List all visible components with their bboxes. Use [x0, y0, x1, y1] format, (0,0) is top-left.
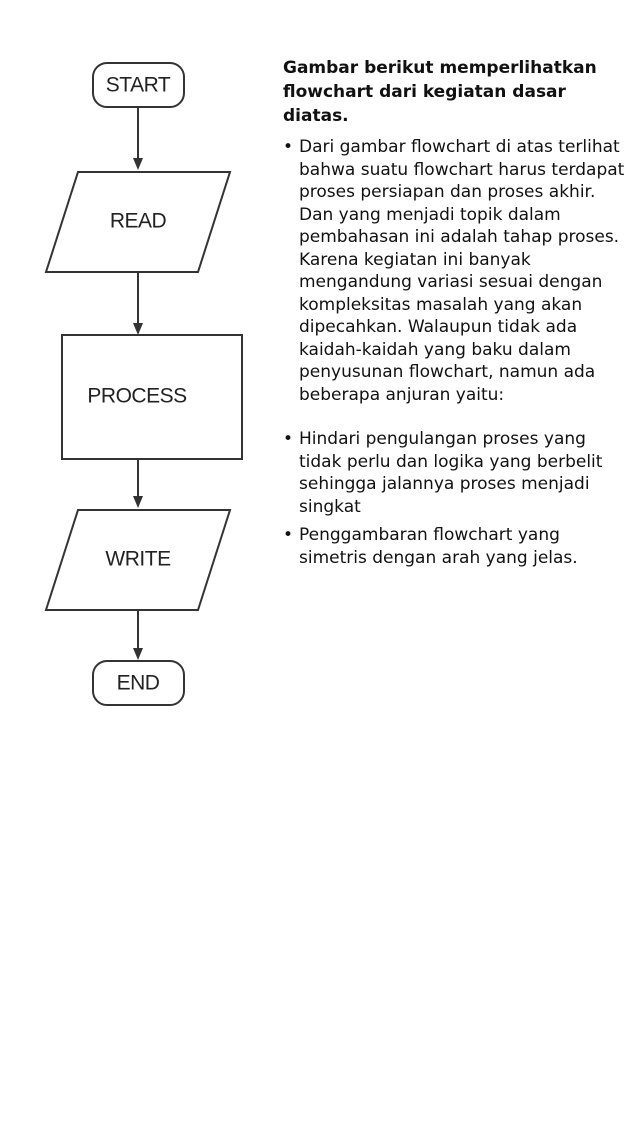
heading-text: Gambar berikut memperlihatkan flowchart dari kegiatan dasar diatas.	[283, 58, 597, 126]
arrow-head	[133, 648, 143, 660]
bullet-item: • Dari gambar flowchart di atas terlihat bahwa suatu flowchart harus terdapat proses persiapan dan proses akhir. Dan yang menjadi topik dalam pembahasan ini adalah tahap proses. Karena kegiatan ini banyak mengandung variasi sesuai dengan kompleksitas masalah yang akan dipecahkan. Walaupun tidak ada kaidah-kaidah yang baku dalam penyusunan flowchart, namun ada beberapa anjuran yaitu:	[283, 136, 633, 406]
arrow-head	[133, 496, 143, 508]
arrow-head	[133, 158, 143, 170]
node-write-label: WRITE	[105, 547, 171, 571]
arrow-head	[133, 323, 143, 335]
node-write	[46, 510, 230, 610]
edge-write-end	[133, 610, 143, 660]
flowchart-diagram	[0, 0, 280, 740]
text-panel	[283, 56, 633, 569]
edge-read-process	[133, 272, 143, 335]
node-process	[62, 335, 242, 459]
node-process-label: PROCESS	[87, 384, 187, 408]
node-read	[46, 172, 230, 272]
edge-process-write	[133, 459, 143, 508]
node-end-label: END	[116, 671, 160, 695]
node-start-label: START	[105, 73, 171, 97]
bullet-item: • Hindari pengulangan proses yang tidak perlu dan logika yang berbelit sehingga jalannya proses menjadi singkat	[283, 428, 633, 518]
edge-start-read	[133, 107, 143, 170]
node-start	[93, 63, 184, 107]
bullet-item: • Penggambaran flowchart yang simetris dengan arah yang jelas.	[283, 524, 633, 569]
node-read-label: READ	[109, 209, 167, 233]
node-end	[93, 661, 184, 705]
